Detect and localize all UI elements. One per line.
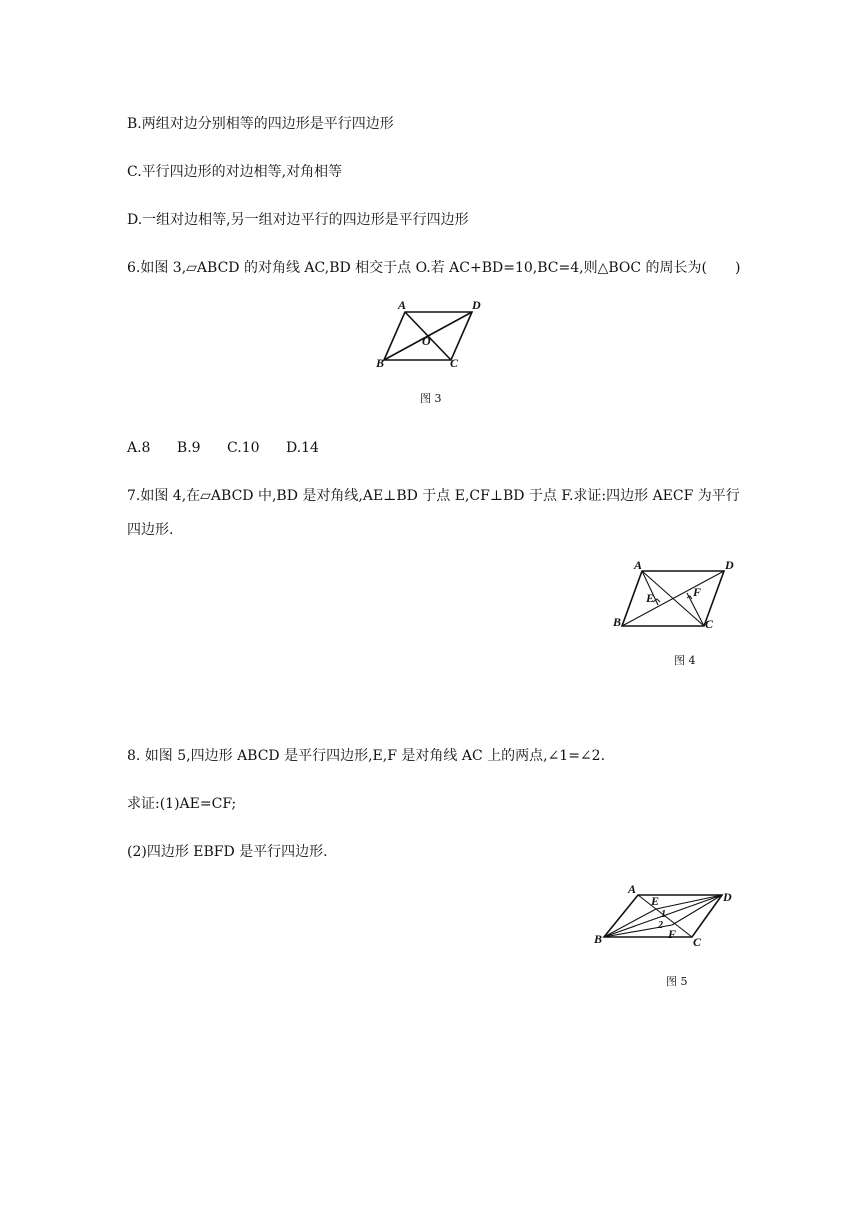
question-7-text-cont: 四边形. <box>127 522 174 538</box>
fig5-label-d: D <box>723 890 732 904</box>
fig5-label-f: F <box>668 927 677 941</box>
question-6-options <box>127 438 341 458</box>
fig3-label-d: D <box>472 298 481 312</box>
fig5-label-1: 1 <box>661 909 666 920</box>
fig4-label-c: C <box>705 617 714 631</box>
question-8-part-1: 求证:(1)AE=CF; <box>127 796 237 812</box>
figure-5-diagram <box>590 882 740 952</box>
option-c-text: C.平行四边形的对边相等,对角相等 <box>127 164 343 180</box>
question-8-text: 8. 如图 5,四边形 ABCD 是平行四边形,E,F 是对角线 AC 上的两点,∠1=∠2. <box>127 748 606 764</box>
fig5-label-2: 2 <box>658 920 663 931</box>
fig4-label-e: E <box>646 591 655 605</box>
fig5-label-b: B <box>594 932 603 946</box>
figure-3-diagram <box>370 298 490 368</box>
figure-4-diagram <box>610 558 740 638</box>
fig3-label-b: B <box>376 356 385 370</box>
figure-4-caption: 图 4 <box>674 654 696 667</box>
option-d-text: D.一组对边相等,另一组对边平行的四边形是平行四边形 <box>127 212 469 228</box>
fig3-label-a: A <box>398 298 407 312</box>
fig5-label-e: E <box>651 894 660 908</box>
fig3-label-o: O <box>422 334 431 348</box>
figure-3-caption: 图 3 <box>420 392 442 405</box>
fig5-label-a: A <box>628 882 637 896</box>
fig3-label-c: C <box>450 356 459 370</box>
fig4-label-d: D <box>725 558 734 572</box>
option-c: C.10 <box>227 440 260 456</box>
fig4-label-a: A <box>634 558 643 572</box>
question-8-part-2: (2)四边形 EBFD 是平行四边形. <box>127 844 328 860</box>
question-6-text: 6.如图 3,▱ABCD 的对角线 AC,BD 相交于点 O.若 AC+BD=10,BC=4,则△BOC 的周长为( ) <box>127 260 741 276</box>
fig5-label-c: C <box>693 935 702 949</box>
option-b: B.9 <box>176 440 201 456</box>
question-7-text: 7.如图 4,在▱ABCD 中,BD 是对角线,AE⊥BD 于点 E,CF⊥BD 于点 F.求证:四边形 AECF 为平行 <box>127 488 740 504</box>
fig4-label-f: F <box>693 585 702 599</box>
figure-5-caption: 图 5 <box>666 975 688 988</box>
fig4-label-b: B <box>613 615 622 629</box>
option-b-text: B.两组对边分别相等的四边形是平行四边形 <box>127 116 394 132</box>
option-a: A.8 <box>127 440 151 456</box>
option-d: D.14 <box>285 440 319 456</box>
